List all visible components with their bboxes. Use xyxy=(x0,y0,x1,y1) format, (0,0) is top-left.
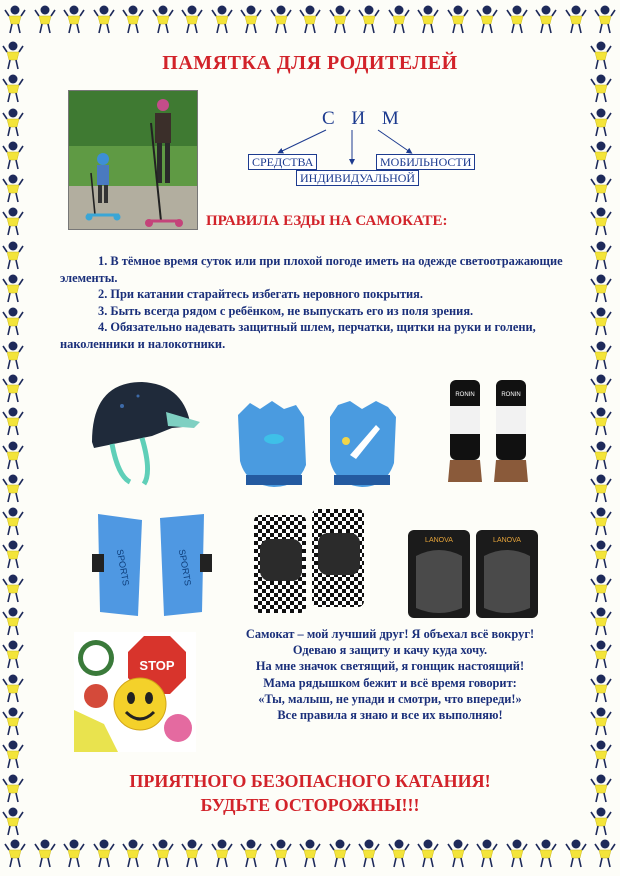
border-figure-icon xyxy=(417,838,439,868)
border-figure-icon xyxy=(63,838,85,868)
poem-line: Самокат – мой лучший друг! Я объехал всё вокруг! xyxy=(245,627,535,641)
border-figure-icon xyxy=(590,573,612,603)
border-figure-icon xyxy=(2,739,24,769)
border-figure-icon xyxy=(590,240,612,270)
footer-line-2: БУДЬТЕ ОСТОРОЖНЫ!!! xyxy=(200,795,420,815)
border-figure-icon xyxy=(152,838,174,868)
shin-guards-icon xyxy=(92,508,212,620)
border-figure-icon xyxy=(590,73,612,103)
border-figure-icon xyxy=(93,838,115,868)
border-figure-icon xyxy=(329,838,351,868)
rule-item: 2. При катании старайтесь избегать неровного покрытия. xyxy=(98,287,423,301)
border-figure-icon xyxy=(535,838,557,868)
border-figure-icon xyxy=(2,240,24,270)
border-figure-icon xyxy=(2,73,24,103)
border-figure-icon xyxy=(594,838,616,868)
border-figure-icon xyxy=(590,406,612,436)
border-figure-icon xyxy=(2,440,24,470)
border-figure-icon xyxy=(590,706,612,736)
border-figure-icon xyxy=(299,4,321,34)
border-figure-icon xyxy=(2,273,24,303)
border-figure-icon xyxy=(476,4,498,34)
border-figure-icon xyxy=(2,473,24,503)
forearm-label: RONIN xyxy=(501,392,521,398)
border-figure-icon xyxy=(181,838,203,868)
border-figure-icon xyxy=(2,107,24,137)
border-left xyxy=(2,40,30,836)
border-figure-icon xyxy=(240,4,262,34)
border-figure-icon xyxy=(2,406,24,436)
border-figure-icon xyxy=(4,4,26,34)
border-figure-icon xyxy=(590,673,612,703)
border-figure-icon xyxy=(590,273,612,303)
border-figure-icon xyxy=(590,506,612,536)
border-figure-icon xyxy=(590,639,612,669)
border-figure-icon xyxy=(63,4,85,34)
border-figure-icon xyxy=(447,838,469,868)
border-figure-icon xyxy=(2,340,24,370)
border-top xyxy=(0,4,620,38)
border-figure-icon xyxy=(590,306,612,336)
border-figure-icon xyxy=(594,4,616,34)
border-bottom xyxy=(0,838,620,872)
poem-line: На мне значок светящий, я гонщик настоящий! xyxy=(255,659,525,674)
page-title: ПАМЯТКА ДЛЯ РОДИТЕЛЕЙ xyxy=(162,52,458,74)
border-figure-icon xyxy=(590,739,612,769)
border-figure-icon xyxy=(240,838,262,868)
border-figure-icon xyxy=(590,373,612,403)
rule-item: 3. Быть всегда рядом с ребёнком, не выпускать его из поля зрения. xyxy=(98,303,474,318)
border-figure-icon xyxy=(417,4,439,34)
border-figure-icon xyxy=(270,838,292,868)
border-figure-icon xyxy=(565,4,587,34)
border-figure-icon xyxy=(565,838,587,868)
elbow-label: LANOVA xyxy=(493,537,521,544)
border-figure-icon xyxy=(2,573,24,603)
sim-word-individualnoy: ИНДИВИДУАЛЬНОЙ xyxy=(296,170,419,186)
border-figure-icon xyxy=(506,838,528,868)
knee-pads-icon xyxy=(250,505,370,615)
helmet-icon xyxy=(82,372,202,492)
border-figure-icon xyxy=(388,838,410,868)
rule-item: 1. В тёмное время суток или при плохой погоде иметь на одежде светоотражающие элементы. xyxy=(60,254,563,285)
elbow-label: LANOVA xyxy=(425,537,453,544)
border-figure-icon xyxy=(4,838,26,868)
border-figure-icon xyxy=(2,173,24,203)
border-figure-icon xyxy=(590,140,612,170)
border-figure-icon xyxy=(2,639,24,669)
border-figure-icon xyxy=(2,206,24,236)
border-figure-icon xyxy=(152,4,174,34)
poem-line: Мама рядышком бежит и всё время говорит: xyxy=(263,675,517,690)
border-figure-icon xyxy=(506,4,528,34)
border-figure-icon xyxy=(590,107,612,137)
border-figure-icon xyxy=(535,4,557,34)
border-figure-icon xyxy=(2,673,24,703)
border-figure-icon xyxy=(2,706,24,736)
border-figure-icon xyxy=(211,838,233,868)
gloves-icon xyxy=(228,395,408,495)
border-figure-icon xyxy=(590,440,612,470)
poem-line: Одеваю я защиту и качу куда хочу. xyxy=(292,643,488,658)
border-figure-icon xyxy=(388,4,410,34)
sim-heading: С И М xyxy=(322,108,405,129)
border-figure-icon xyxy=(590,206,612,236)
border-figure-icon xyxy=(2,506,24,536)
smiley-safety-collage-icon xyxy=(74,632,196,752)
shin-label: SPORTS xyxy=(114,548,132,587)
border-figure-icon xyxy=(2,606,24,636)
poem-line: Все правила я знаю и все их выполняю! xyxy=(277,708,503,723)
rules-list xyxy=(60,253,570,352)
border-figure-icon xyxy=(590,473,612,503)
border-figure-icon xyxy=(211,4,233,34)
poem xyxy=(210,626,570,723)
border-figure-icon xyxy=(590,606,612,636)
border-figure-icon xyxy=(93,4,115,34)
forearm-guards-icon xyxy=(440,376,540,484)
rules-title: ПРАВИЛА ЕЗДЫ НА САМОКАТЕ: xyxy=(206,213,448,229)
border-figure-icon xyxy=(34,4,56,34)
border-figure-icon xyxy=(590,340,612,370)
border-figure-icon xyxy=(299,838,321,868)
sim-word-mobilnosti: МОБИЛЬНОСТИ xyxy=(376,154,475,170)
rule-item: 4. Обязательно надевать защитный шлем, перчатки, щитки на руки и голени, наколенники и налокотники. xyxy=(60,320,536,351)
border-figure-icon xyxy=(358,838,380,868)
sim-acronym-diagram xyxy=(240,108,490,188)
border-figure-icon xyxy=(329,4,351,34)
elbow-pads-icon xyxy=(404,522,544,622)
shin-label: SPORTS xyxy=(176,548,194,587)
footer-line-1: ПРИЯТНОГО БЕЗОПАСНОГО КАТАНИЯ! xyxy=(129,771,491,791)
sim-word-sredstva: СРЕДСТВА xyxy=(248,154,317,170)
stop-sign-label: STOP xyxy=(139,658,175,673)
border-figure-icon xyxy=(447,4,469,34)
border-figure-icon xyxy=(270,4,292,34)
border-figure-icon xyxy=(476,838,498,868)
border-figure-icon xyxy=(181,4,203,34)
poem-line: «Ты, малыш, не упади и смотри, что впереди!» xyxy=(258,691,522,706)
border-figure-icon xyxy=(34,838,56,868)
border-figure-icon xyxy=(2,373,24,403)
border-figure-icon xyxy=(2,306,24,336)
border-figure-icon xyxy=(358,4,380,34)
border-figure-icon xyxy=(2,140,24,170)
border-figure-icon xyxy=(590,539,612,569)
border-figure-icon xyxy=(122,838,144,868)
border-figure-icon xyxy=(122,4,144,34)
child-and-mother-on-scooters-photo xyxy=(68,90,198,230)
border-figure-icon xyxy=(590,173,612,203)
border-right xyxy=(590,40,618,836)
border-figure-icon xyxy=(2,539,24,569)
forearm-label: RONIN xyxy=(455,392,475,398)
